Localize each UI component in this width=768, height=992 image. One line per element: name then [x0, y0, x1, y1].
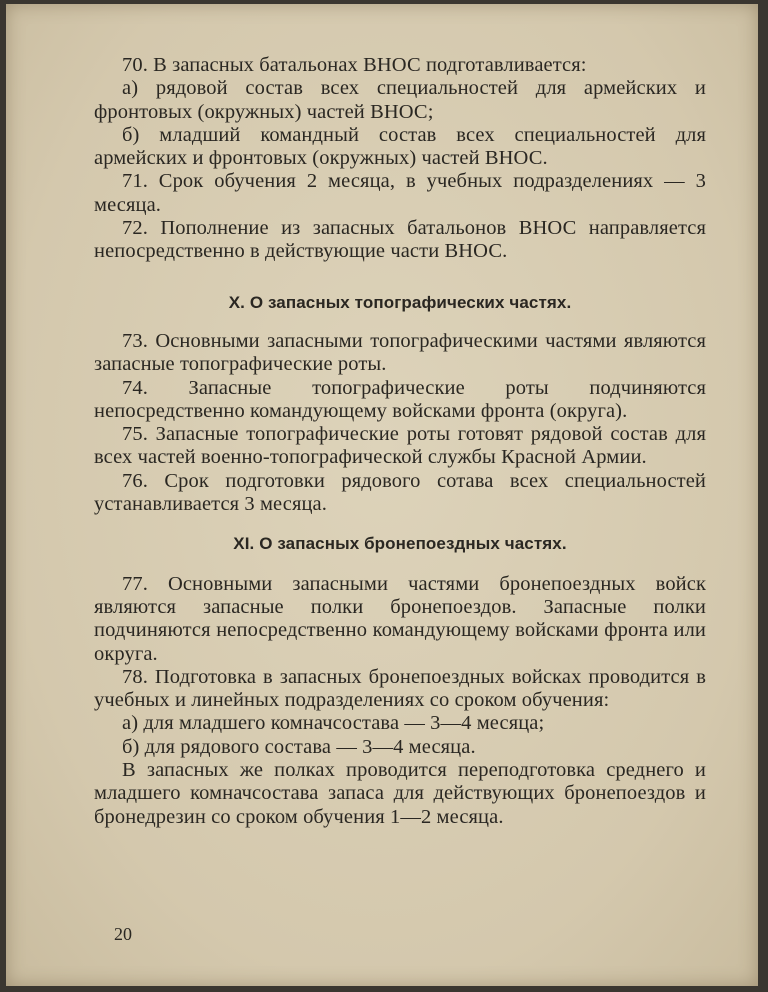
page-text: [94, 54, 706, 829]
document-page: [6, 4, 758, 986]
paragraph-74: 74. Запасные топографические роты подчиняются непосредственно командующему войсками фронта (округа).: [94, 376, 706, 422]
section-heading-x: X. О запасных топографических частях.: [228, 292, 572, 312]
paragraph-70-a: а) рядовой состав всех специальностей для армейских и фронтовых (окружных) частей ВНОС;: [94, 77, 706, 123]
paragraph-78: 78. Подготовка в запасных бронепоездных войсках проводится в учебных и линейных подразделениях со сроком обучения:: [94, 665, 706, 712]
paragraph-70: 70. В запасных батальонах ВНОС подготавливается:: [122, 54, 587, 76]
paragraph-78-b: б) для рядового состава — 3—4 месяца.: [122, 735, 476, 758]
section-heading-xi: XI. О запасных бронепоездных частях.: [233, 534, 567, 554]
paragraph-78-a: а) для младшего комначсостава — 3—4 месяца;: [122, 712, 545, 735]
paragraph-70-b: б) младший командный состав всех специальностей для армейских и фронтовых (окружных) частей ВНОС.: [94, 123, 706, 170]
paragraph-77: 77. Основными запасными частями бронепоездных войск являются запасные полки бронепоездов. Запасные полки подчиняются непосредственно командующему войсками фронта или округа.: [94, 572, 706, 665]
page-number: 20: [114, 924, 132, 944]
paragraph-72: 72. Пополнение из запасных батальонов ВНОС направляется непосредственно в действующие части ВНОС.: [94, 217, 706, 263]
paragraph-78-c: В запасных же полках проводится переподготовка среднего и младшего комначсостава запаса для действующих бронепоездов и бронедрезин со сроком обучения 1—2 месяца.: [94, 759, 706, 828]
paragraph-75: 75. Запасные топографические роты готовят рядовой состав для всех частей военно-топографической службы Красной Армии.: [94, 423, 706, 469]
paragraph-71: 71. Срок обучения 2 месяца, в учебных подразделениях — 3 месяца.: [94, 170, 706, 216]
paragraph-76: 76. Срок подготовки рядового сотава всех специальностей устанавливается 3 месяца.: [94, 469, 706, 516]
paragraph-73: 73. Основными запасными топографическими частями являются запасные топографические роты.: [94, 329, 706, 376]
